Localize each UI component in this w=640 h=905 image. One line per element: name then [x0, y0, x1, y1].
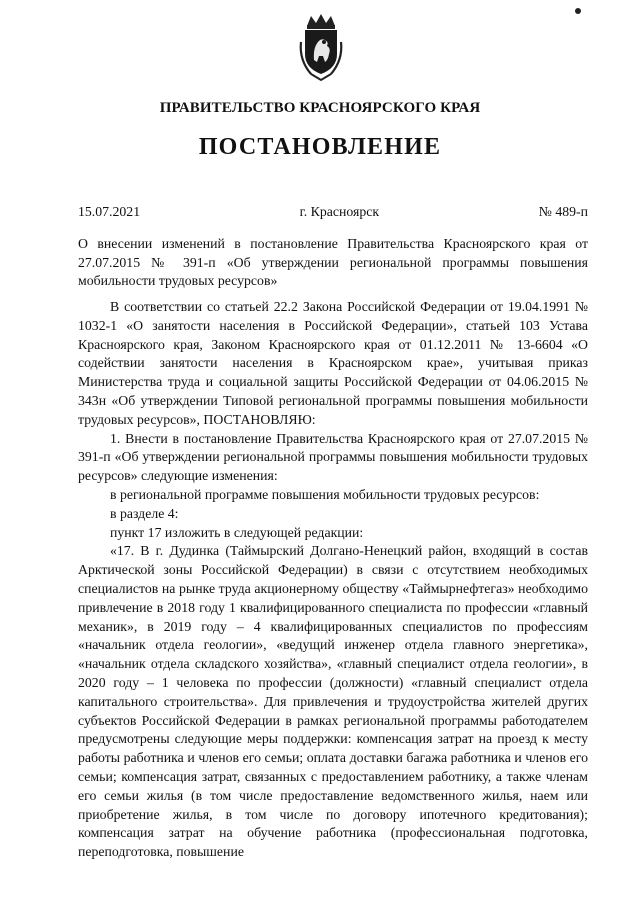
document-body	[78, 298, 588, 862]
body-paragraph-section: в разделе 4:	[110, 505, 179, 521]
document-date: 15.07.2021	[78, 204, 141, 219]
body-paragraph-legal-basis: В соответствии со статьей 22.2 Закона Российской Федерации от 19.04.1991 № 1032-1 «О занятости населения в Российской Федерации», статьей 103 Устава Красноярского края, Законом Красноярского края от 01.12.2011 № 13-6604 «О содействии занятости населения в Красноярском крае», учитывая приказ Министерства труда и социальной защиты Российской Федерации от 04.06.2015 № 343н «Об утверждении Типовой региональной программы повышения мобильности трудовых ресурсов», ПОСТАНОВЛЯЮ:	[78, 299, 588, 427]
scan-dot	[575, 8, 581, 14]
body-paragraph-item-17: «17. В г. Дудинка (Таймырский Долгано-Ненецкий район, входящий в состав Арктической зоны Российской Федерации) в связи с отсутствием необходимых специалистов на рынке труда акционерному обществу «Таймырнефтегаз» необходимо привлечение в 2018 году 1 квалифицированного специалиста по профессии «главный механик», в 2019 году – 4 квалифицированных специалистов по профессиям «начальник отдела геологии», «ведущий инженер отдела главного энергетика», «начальник отдела складского хозяйства», «главный специалист отдела геологии», в 2020 году – 1 человека по профессии (должности) «главный специалист отдела капитального строительства». Для привлечения и трудоустройства жителей других субъектов Российской Федерации в рамках региональной программы работодателем предусмотрены следующие меры поддержки: компенсация затрат на проезд к месту работы работника и членов его семьи; оплата доставки багажа работника и членов его семьи; компенсация затрат, связанных с предоставлением работнику, а также членам его семьи жилья (в том числе предоставление ведомственного жилья, наем или приобретение жилья, в том числе по договору ипотечного кредитования); компенсация затрат на обучение работника (профессиональная подготовка, переподготовка, повышение	[78, 543, 588, 860]
body-paragraph-amendment: 1. Внести в постановление Правительства Красноярского края от 27.07.2015 № 391-п «Об утверждении региональной программы повышения мобильности трудовых ресурсов» следующие изменения:	[78, 430, 588, 484]
document-type-heading: ПОСТАНОВЛЕНИЕ	[198, 134, 442, 160]
document-city: г. Красноярск	[299, 204, 380, 219]
organization-title: ПРАВИТЕЛЬСТВО КРАСНОЯРСКОГО КРАЯ	[159, 100, 481, 116]
document-meta-row	[78, 204, 588, 224]
body-paragraph-item: пункт 17 изложить в следующей редакции:	[110, 524, 364, 540]
coat-of-arms-icon	[297, 12, 345, 82]
document-subject: О внесении изменений в постановление Правительства Красноярского края от 27.07.2015 № 391-п «Об утверждении региональной программы повышения мобильности трудовых ресурсов»	[78, 236, 588, 288]
body-paragraph-program: в региональной программе повышения мобильности трудовых ресурсов:	[110, 486, 540, 502]
document-number: № 489-п	[538, 204, 588, 219]
